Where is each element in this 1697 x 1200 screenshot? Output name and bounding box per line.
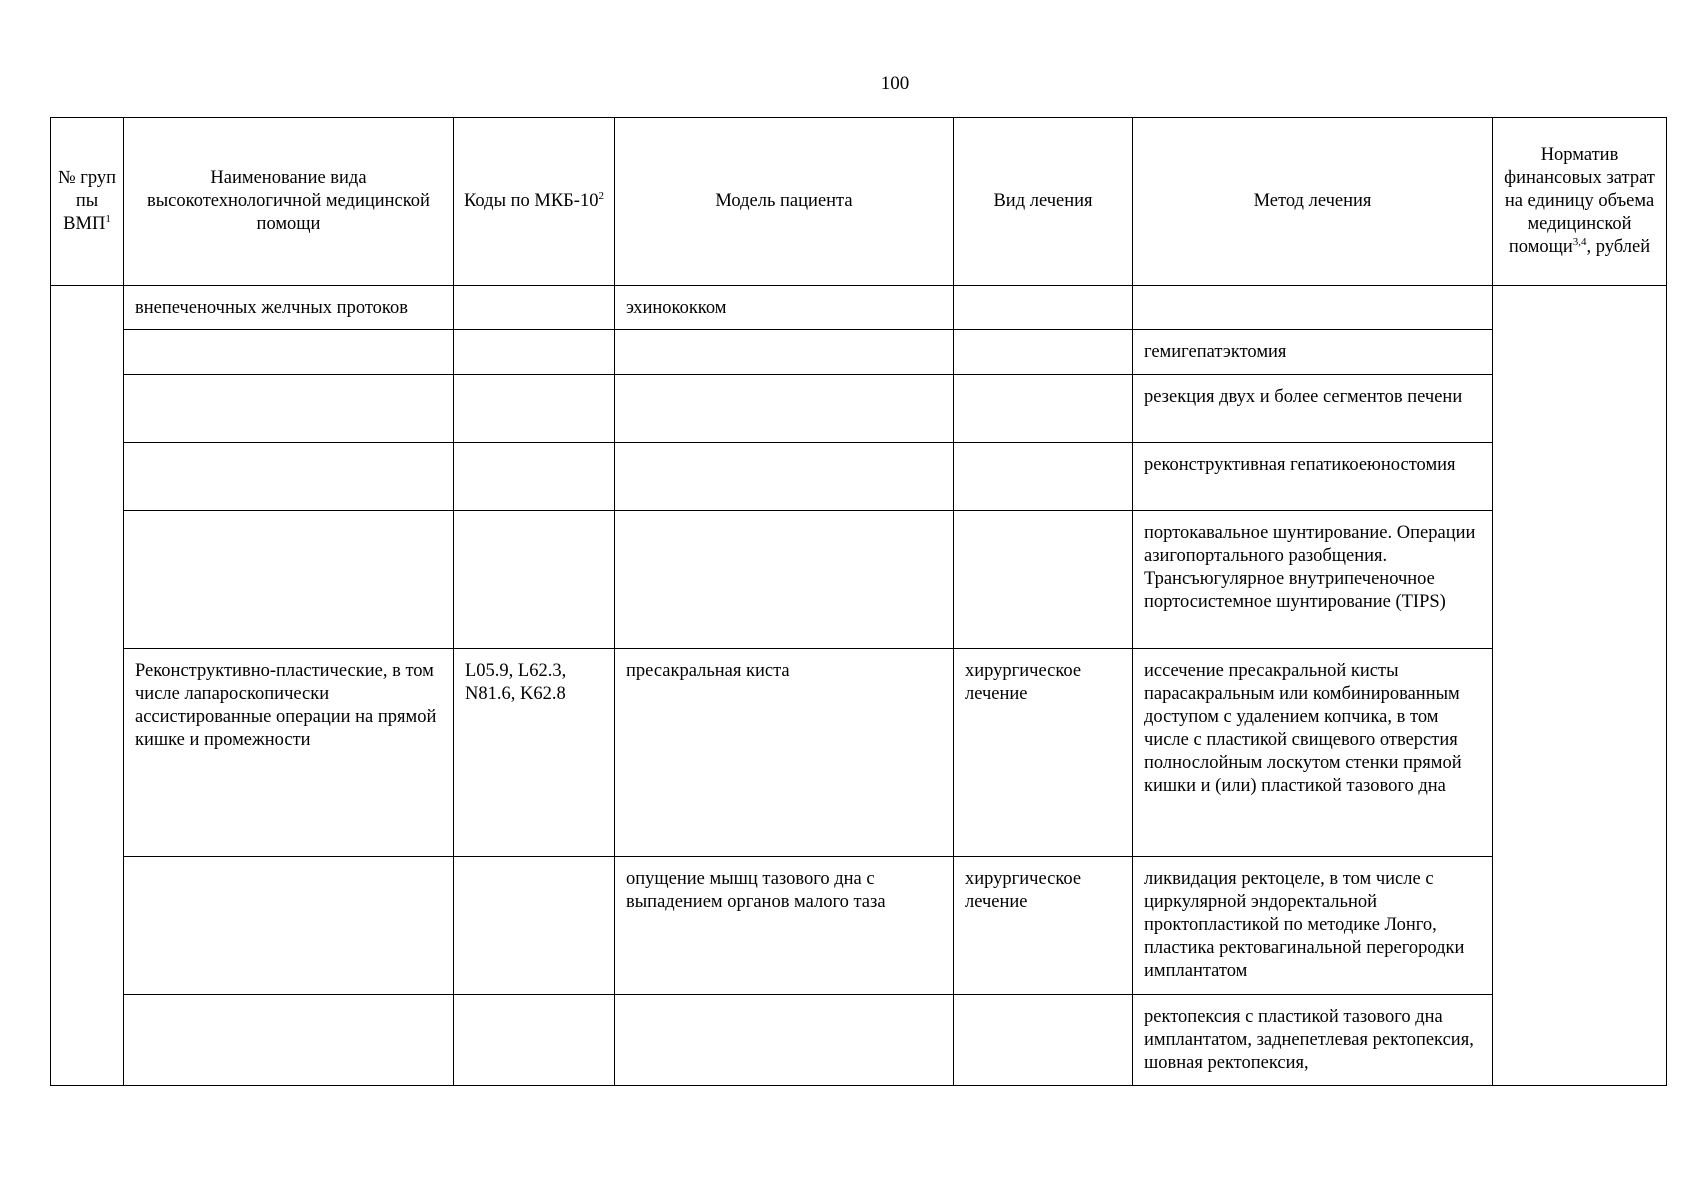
vmp-name-cell: внепеченочных желчных протоков [124, 286, 454, 330]
table-row [51, 857, 1667, 995]
vmp-name-cell [124, 857, 454, 995]
treatment-type-cell [954, 511, 1133, 649]
icd-codes-cell: L05.9, L62.3, N81.6, K62.8 [454, 649, 615, 857]
icd-codes-cell [454, 857, 615, 995]
treatment-type-cell: хирургическое лечение [954, 649, 1133, 857]
vmp-name-cell [124, 995, 454, 1086]
icd-codes-cell [454, 995, 615, 1086]
treatment-method-cell: ликвидация ректоцеле, в том числе с циркулярной эндоректальной проктопластикой по методике Лонго, пластика ректовагинальной перегородки имплантатом [1133, 857, 1493, 995]
header-icd-codes: Коды по МКБ-$10^2$ [454, 118, 615, 286]
icd-codes-cell [454, 286, 615, 330]
cost-norm-cell [1493, 286, 1667, 1086]
patient-model-cell [615, 443, 954, 511]
table-row [51, 286, 1667, 330]
group-no-cell [51, 286, 124, 1086]
treatment-method-cell: ректопексия с пластикой тазового дна имплантатом, заднепетлевая ректопексия, шовная ректопексия, [1133, 995, 1493, 1086]
treatment-type-cell [954, 286, 1133, 330]
patient-model-cell: пресакральная киста [615, 649, 954, 857]
icd-codes-cell [454, 511, 615, 649]
vmp-name-cell [124, 511, 454, 649]
vmp-name-cell [124, 375, 454, 443]
patient-model-cell [615, 375, 954, 443]
patient-model-cell [615, 995, 954, 1086]
patient-model-cell: опущение мышц тазового дна с выпадением органов малого таза [615, 857, 954, 995]
table-row [51, 443, 1667, 511]
treatment-type-cell [954, 375, 1133, 443]
icd-codes-cell [454, 330, 615, 375]
treatment-method-cell: портокавальное шунтирование. Операции азигопортального разобщения. Трансъюгулярное внутрипеченочное портосистемное шунтирование (TIPS) [1133, 511, 1493, 649]
header-treatment-type: Вид лечения [954, 118, 1133, 286]
treatment-type-cell [954, 443, 1133, 511]
header-vmp-name: Наименование вида высокотехнологичной медицинской помощи [124, 118, 454, 286]
table-header-row [51, 118, 1667, 286]
header-group-no: № груп пы ВМП$^1$ [51, 118, 124, 286]
vmp-table [50, 117, 1667, 1086]
table-row [51, 330, 1667, 375]
treatment-type-cell [954, 330, 1133, 375]
table-row [51, 375, 1667, 443]
vmp-name-cell: Реконструктивно-пластические, в том числе лапароскопически ассистированные операции на прямой кишке и промежности [124, 649, 454, 857]
icd-codes-cell [454, 375, 615, 443]
patient-model-cell: эхинококком [615, 286, 954, 330]
treatment-method-cell: резекция двух и более сегментов печени [1133, 375, 1493, 443]
patient-model-cell [615, 330, 954, 375]
patient-model-cell [615, 511, 954, 649]
page-number: 100 [880, 73, 910, 94]
table-row [51, 995, 1667, 1086]
table-row [51, 649, 1667, 857]
vmp-name-cell [124, 443, 454, 511]
header-treatment-method: Метод лечения [1133, 118, 1493, 286]
table-row [51, 511, 1667, 649]
icd-codes-cell [454, 443, 615, 511]
header-cost-norm: Норматив финансовых затрат на единицу объема медицинской помощи$^{3,4}$, рублей [1493, 118, 1667, 286]
treatment-method-cell [1133, 286, 1493, 330]
vmp-name-cell [124, 330, 454, 375]
treatment-method-cell: иссечение пресакральной кисты парасакральным или комбинированным доступом с удалением копчика, в том числе с пластикой свищевого отверстия полнослойным лоскутом стенки прямой кишки и (или) пластикой тазового дна [1133, 649, 1493, 857]
treatment-method-cell: реконструктивная гепатикоеюностомия [1133, 443, 1493, 511]
treatment-type-cell [954, 995, 1133, 1086]
treatment-method-cell: гемигепатэктомия [1133, 330, 1493, 375]
treatment-type-cell: хирургическое лечение [954, 857, 1133, 995]
header-patient-model: Модель пациента [615, 118, 954, 286]
